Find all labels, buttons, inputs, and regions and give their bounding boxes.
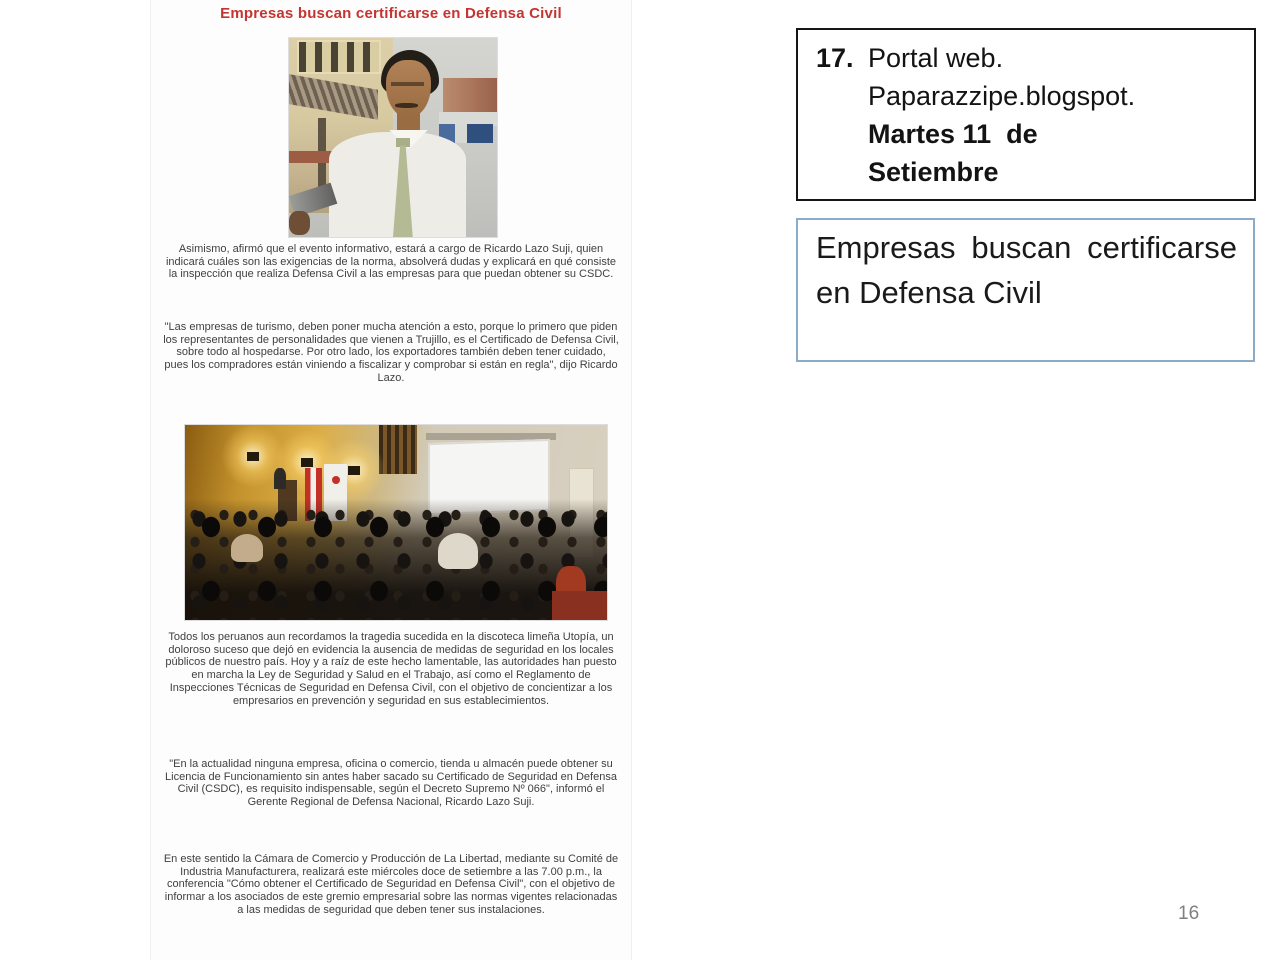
headline-box (796, 218, 1255, 362)
photo-audience-white-jacket (438, 533, 478, 569)
interview-photo (288, 37, 498, 238)
photo-man-mustache (395, 103, 418, 108)
page-number: 16 (1178, 903, 1200, 924)
article-title: Empresas buscan certificarse en Defensa Civil (220, 5, 562, 22)
reference-number: 17. (816, 43, 854, 73)
article-clipping (150, 0, 632, 960)
photo-side-table (552, 591, 607, 620)
conference-photo (184, 424, 608, 621)
article-paragraph-2: "Las empresas de turismo, deben poner mucha atención a esto, porque lo primero que piden los representantes de personalidades que vienen a Trujillo, es el Certificado de Defensa Civil, sobre todo al hospedarse. Por otro lado, los exportadores también deben tener cuidado, pues los compradores están viniendo a fiscalizar y comprobar si están en regla", dijo Ricardo Lazo. (163, 321, 619, 384)
photo-audience-tan-jacket (231, 534, 263, 562)
article-paragraph-1: Asimismo, afirmó que el evento informativo, estará a cargo de Ricardo Lazo Suji, quien indicará cuáles son las exigencias de la norma, absolverá dudas y explicará en qué consiste la inspección que realiza Defensa Civil a las empresas para que puedan obtener su CSDC. (165, 243, 617, 281)
reference-box (796, 28, 1256, 201)
article-paragraph-5: En este sentido la Cámara de Comercio y Producción de La Libertad, mediante su Comité de Industria Manufacturera, realizará este miércoles doce de setiembre a las 7.00 p.m., la conferencia "Cómo obtener el Certificado de Seguridad en Defensa Civil", con el objetivo de informar a los asociados de este gremio empresarial sobre las normas vigentes relacionadas a las medidas de seguridad que deben tener sus instalaciones. (163, 853, 619, 916)
reference-line-month: Setiembre (868, 157, 999, 187)
reference-line-site: Paparazzipe.blogspot. (868, 81, 1136, 111)
photo-audience (185, 507, 607, 620)
article-paragraph-3: Todos los peruanos aun recordamos la tragedia sucedida en la discoteca limeña Utopía, un doloroso suceso que dejó en evidencia la ausencia de medidas de seguridad en los locales públicos de nuestro país. Hoy y a raíz de este hecho lamentable, las autoridades han puesto en marcha la Ley de Seguridad y Salud en el Trabajo, así como el Reglamento de Inspecciones Técnicas de Seguridad en Defensa Civil, con el objetivo de concientizar a los empresarios en prevención y seguridad en sus establecimientos. (165, 631, 617, 707)
photo-building-windows (297, 40, 380, 74)
article-paragraph-4: "En la actualidad ninguna empresa, oficina o comercio, tienda u almacén puede obtener su Licencia de Funcionamiento sin antes haber sacado su Certificado de Seguridad en Defensa Civil (CSDC), es requisito indispensable, según el Decreto Supremo Nº 066", informó el Gerente Regional de Defensa Nacional, Ricardo Lazo Suji. (165, 758, 617, 809)
reference-line-date: Martes 11 de (868, 119, 1038, 149)
photo-man-eyes (391, 82, 424, 86)
reference-line-source: Portal web. (868, 43, 1004, 73)
photo-speaker (274, 468, 287, 489)
reference-lines (868, 39, 1240, 199)
photo-man-face (386, 60, 432, 118)
photo-distant-buildings (443, 78, 497, 114)
photo-reporter-hand (289, 211, 310, 235)
headline-text: Empresas buscan certificarse en Defensa Civil (816, 230, 1237, 310)
